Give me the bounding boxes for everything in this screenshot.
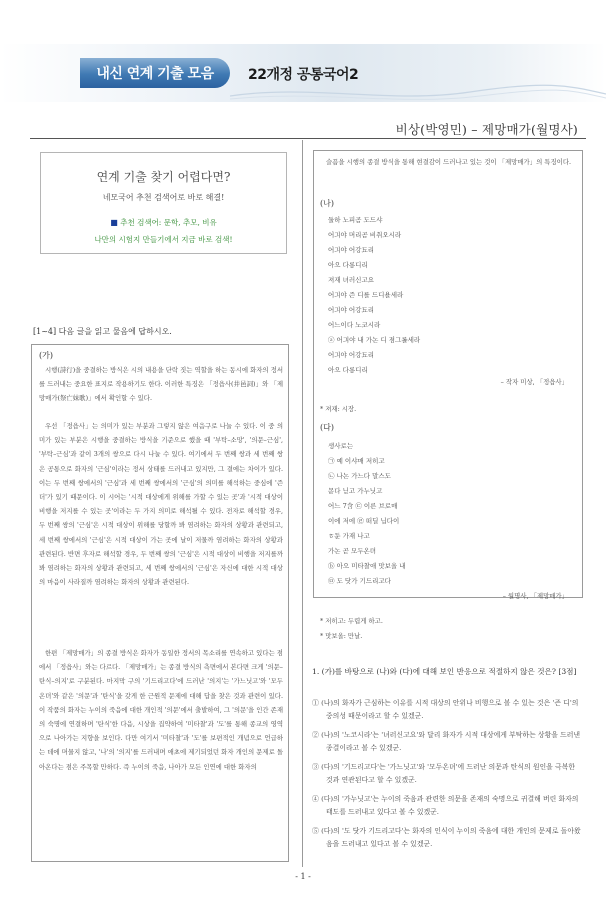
question-instruction: [1~4] 다음 글을 읽고 물음에 답하시오. (33, 327, 172, 336)
question-1-stem: 1. (가)를 바탕으로 (나)와 (다)에 대해 보인 반응으로 적절하지 않은 것은? [3점] (312, 667, 577, 676)
promo-cta: 나만의 시험지 만들기에서 지금 바로 검색! (94, 235, 233, 244)
passage-ga-paragraph: 시행(詩行)을 중결하는 방식은 시의 내용을 단락 짓는 역할을 하는 동시에 화자의 정서를 드러내는 중요한 표지로 작용하기도 한다. 이러한 특징은 「정읍사(井邑詞)」와 「제망매가(祭亡妹歌)」에서 확인할 수 있다. (39, 366, 283, 403)
square-icon: ■ (110, 218, 118, 227)
poem-line: 어긔야 즌 디를 드디욜세라 (328, 291, 404, 299)
passage-ga-continuation: 슬픔을 시행의 종결 방식을 통해 현결감이 드러나고 있는 것이 「제망매가」의 특징이다. (326, 158, 572, 166)
poem-line: ㉤ 도 닷가 기드리고다 (328, 577, 391, 585)
answer-choice[interactable]: ① (나)의 화자가 근심하는 이유를 시적 대상의 안위나 비행으로 볼 수 있는 것은 '즌 디'의 중의성 때문이라고 할 수 있겠군. (312, 699, 579, 721)
poem-line: ㉡ 나논 가느다 말스도 (328, 472, 391, 480)
poem-line: 몯다 닏고 가누닛고 (328, 487, 383, 495)
poem-line: 어느 7含 ㉢ 이른 브로매 (328, 502, 398, 510)
passage-da-label: (다) (320, 423, 334, 432)
passage-da-footnote: * 맛보올: 만날. (320, 632, 363, 640)
page-number: - 1 - (295, 872, 311, 881)
answer-choice[interactable]: ④ (다)의 '가누닛고'는 누이의 죽음과 관련한 의문을 존재의 숙명으로 귀결해 버린 화자의 태도를 드러내고 있다고 볼 수 있겠군. (312, 795, 579, 817)
poem-line: ⓐ 어긔야 내 가논 디 졈그롤세라 (328, 336, 421, 344)
poem-line: 어긔야 어강됴리 (328, 351, 375, 359)
passage-na-label: (나) (320, 199, 334, 208)
passage-da-footnote: * 저히고: 두렵게 하고. (320, 617, 383, 625)
passage-da-source: – 월명사, 「제망매가」 (502, 592, 568, 600)
answer-choice[interactable]: ⑤ (다)의 '도 닷가 기드리고다'는 화자의 인식이 누이의 죽음에 대한 개인의 문제로 돌아왔음을 드러내고 있다고 볼 수 있겠군. (312, 827, 581, 849)
passage-na-footnote: * 져재: 시장. (320, 405, 357, 413)
poem-line: 가논 곧 모두온뎌 (328, 547, 377, 555)
poem-line: ㅎ둔 가재 나고 (328, 532, 370, 540)
poem-line: 아으 다롱디리 (328, 261, 368, 269)
subject-title: 비상(박영민) – 제망매가(월명사) (395, 122, 578, 137)
poem-line: 이에 저에 ㉣ 떠딜 닙다이 (328, 517, 400, 525)
header-badge-label: 내신 연계 기출 모음 (96, 66, 214, 82)
column-divider (302, 140, 303, 867)
passage-na-source: – 작자 미상, 「정읍사」 (500, 378, 568, 386)
passage-ga-paragraph: 우선 「정읍사」는 의미가 있는 부분과 그렇지 않은 여음구로 나눌 수 있다. 이 중 의미가 있는 부분은 시행을 중결하는 방식을 기준으로 했을 때 '부탁–소망', '의문–근심', '부탁–근심'과 같이 3개의 쌍으로 다시 나눌 수 있다. 여기에서 두 번째 쌍과 세 번째 쌍은 공통으로 화자의 '근심'이라는 정서 상태를 드러내고 있지만, 그 결에는 차이가 있다. 이는 두 번째 쌍에서의 '근심'과 세 번째 쌍에서의 '근심'의 의미를 해석하는 중심에 '즌 더'가 있기 때문이다. 이 시어는 '시적 대상에게 위해를 가할 수 있는 곳'과 '시적 대상이 비행을 저지를 수 있는 곳'이라는 두 가지 의미로 해석될 수 있다. 전자로 해석할 경우, 두 번째 쌍의 '근심'은 시적 대상이 위해를 당할까 봐 염려하는 화자의 상황과 관련되고, 세 번째 쌍에서의 '근심'은 시적 대상이 가는 곳에 날이 저물까 염려하는 화자의 상황과 관련된다. 반면 후자로 해석할 경우, 두 번째 쌍의 '근심'은 시적 대상이 비행을 저지를까 봐 염려하는 화자의 상황과 관련되고, 세 번째 쌍에서의 '근심'은 자신에 대한 시적 대상의 마음이 사라질까 염려하는 화자의 상황과 관련된다. (39, 422, 283, 587)
answer-choice[interactable]: ③ (다)의 '기드리고다'는 '가느닛고'와 '모두온뎌'에 드러난 의문과 탄식의 원인을 극복한 것과 연관된다고 할 수 있겠군. (312, 763, 576, 785)
passage-ga-label: (가) (39, 351, 53, 360)
poem-line: 져재 녀러신고요 (328, 276, 375, 284)
promo-box (40, 152, 287, 254)
poem-line: ⓑ 아으 미타찰애 맛보올 내 (328, 562, 406, 570)
poem-line: ㉠ 예 이샤매 저히고 (328, 457, 385, 465)
promo-keywords (41, 217, 286, 228)
answer-choice[interactable]: ② (나)의 '노코시라'는 '녀러신고요'와 달리 화자가 시적 대상에게 부탁하는 상황을 드러낸 종결이라고 볼 수 있겠군. (312, 731, 581, 753)
poem-line: 생사로는 (328, 442, 354, 450)
passage-ga-box (31, 344, 289, 862)
poem-line: 둘하 노피곰 도드샤 (328, 216, 383, 224)
header-title: 22개정 공통국어2 (248, 67, 359, 83)
promo-subline: 네모국어 추천 검색어로 바로 해결! (102, 193, 225, 202)
poem-line: 아으 다롱디리 (328, 366, 368, 374)
poem-line: 어느이다 노코시라 (328, 321, 381, 329)
promo-headline: 연계 기출 찾기 어렵다면? (96, 170, 231, 184)
promo-keywords-text: 추천 검색어: 문학, 추모, 비유 (120, 218, 217, 227)
passage-ga-paragraph: 한편 「제망매가」의 종결 방식은 화자가 동일한 정서의 목소리를 연속하고 있다는 점에서 「정읍사」와는 다르다. 「제망매가」는 종결 방식의 측면에서 본다면 크게 '의문–탄식–의지'로 구분된다. 마지막 구의 '기드리고다'에 드러난 '의지'는 '가느닛고'와 '모두온뎌'와 같은 '의문'과 '탄식'을 갖게 한 근원적 문제에 대해 답을 찾은 것과 관련이 있다. 이 작품의 화자는 누이의 죽음에 대한 개인적 '의문'에서 출발하여, 그 '의문'을 인간 존재의 숙명에 연결하며 '탄식'한 다음, 시상을 집약하여 '미타찰'과 '도'를 통해 종교의 영역으로 나아가는 지향을 보인다. 다만 여기서 '미타찰'과 '도'를 보편적인 개념으로 언급하는 데에 머물지 않고, '나'의 '의지'를 드러내며 애초에 제기되었던 화자 개인의 문제로 돌아온다는 점은 주목할 만하다. 즉 누이의 죽음, 나아가 모든 인연에 대한 화자의 (39, 649, 283, 771)
header-wave-decoration (230, 82, 606, 102)
poem-line: 어긔야 어강됴리 (328, 306, 375, 314)
poem-line: 어긔야 어강됴리 (328, 246, 375, 254)
header-badge (80, 58, 230, 88)
poem-line: 어긔야 머리곰 비취오시라 (328, 231, 402, 239)
header-rule (30, 138, 586, 139)
